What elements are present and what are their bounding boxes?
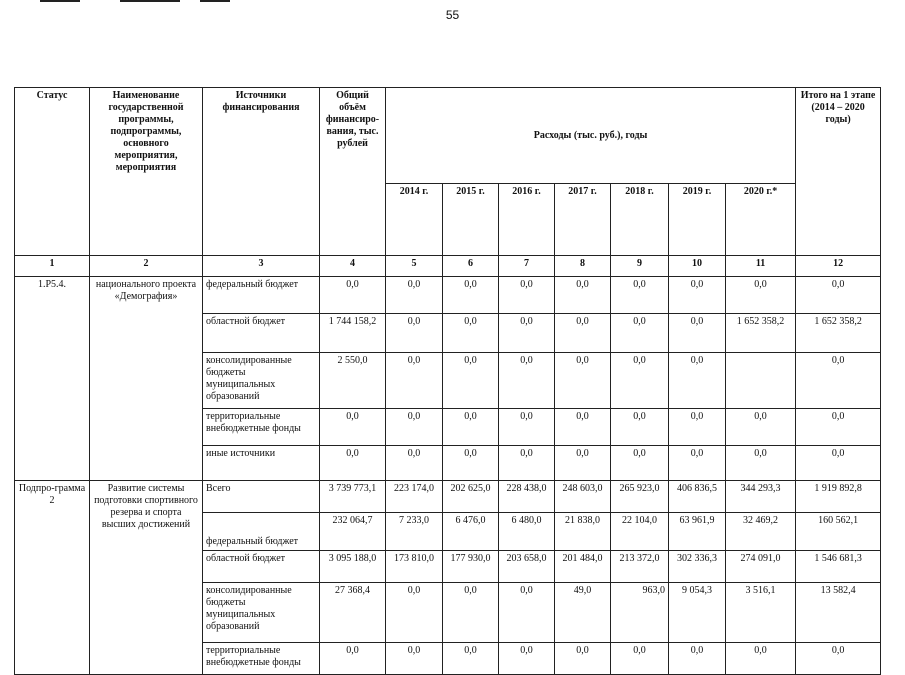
year-cell: 0,0	[443, 643, 499, 675]
source-cell: территориальные внебюджетные фонды	[203, 643, 320, 675]
year-cell: 0,0	[555, 643, 611, 675]
year-cell: 6 480,0	[499, 513, 555, 551]
column-number: 3	[203, 256, 320, 277]
header-year: 2019 г.	[669, 184, 726, 256]
total-cell: 2 550,0	[320, 353, 386, 409]
year-cell: 0,0	[499, 643, 555, 675]
header-expenses: Расходы (тыс. руб.), годы	[386, 88, 796, 184]
year-cell: 0,0	[386, 277, 443, 314]
column-number: 1	[15, 256, 90, 277]
stage-total-cell: 1 652 358,2	[796, 314, 881, 353]
year-cell: 223 174,0	[386, 481, 443, 513]
year-cell: 0,0	[443, 409, 499, 446]
stage-total-cell: 0,0	[796, 353, 881, 409]
header-sources: Источники финансирования	[203, 88, 320, 256]
total-cell: 27 368,4	[320, 583, 386, 643]
column-number: 8	[555, 256, 611, 277]
header-row	[15, 88, 881, 184]
column-number: 6	[443, 256, 499, 277]
column-number: 4	[320, 256, 386, 277]
header-year: 2015 г.	[443, 184, 499, 256]
year-cell: 0,0	[726, 446, 796, 481]
stage-total-cell: 1 919 892,8	[796, 481, 881, 513]
stage-total-cell: 160 562,1	[796, 513, 881, 551]
stage-total-cell: 0,0	[796, 409, 881, 446]
year-cell: 0,0	[611, 314, 669, 353]
year-cell: 0,0	[555, 353, 611, 409]
column-number: 12	[796, 256, 881, 277]
year-cell: 0,0	[499, 314, 555, 353]
total-cell: 232 064,7	[320, 513, 386, 551]
source-cell: территориальные внебюджетные фонды	[203, 409, 320, 446]
stage-total-cell: 1 546 681,3	[796, 551, 881, 583]
year-cell: 0,0	[669, 353, 726, 409]
year-cell: 9 054,3	[669, 583, 726, 643]
total-cell: 3 739 773,1	[320, 481, 386, 513]
header-year: 2018 г.	[611, 184, 669, 256]
year-cell: 0,0	[386, 643, 443, 675]
year-cell: 0,0	[611, 277, 669, 314]
source-cell: консолидированные бюджеты муниципальных образований	[203, 353, 320, 409]
year-cell: 49,0	[555, 583, 611, 643]
header-year: 2017 г.	[555, 184, 611, 256]
name-cell: национального проекта «Демография»	[90, 277, 203, 481]
status-cell: Подпро-грамма 2	[15, 481, 90, 675]
column-number: 5	[386, 256, 443, 277]
year-cell: 21 838,0	[555, 513, 611, 551]
year-cell: 201 484,0	[555, 551, 611, 583]
year-cell: 213 372,0	[611, 551, 669, 583]
year-cell: 6 476,0	[443, 513, 499, 551]
column-number: 2	[90, 256, 203, 277]
year-cell	[726, 353, 796, 409]
year-cell: 0,0	[386, 446, 443, 481]
year-cell: 0,0	[611, 446, 669, 481]
page-number: 55	[445, 8, 460, 22]
year-cell: 344 293,3	[726, 481, 796, 513]
year-cell: 7 233,0	[386, 513, 443, 551]
year-cell: 0,0	[669, 643, 726, 675]
year-cell: 32 469,2	[726, 513, 796, 551]
year-cell: 202 625,0	[443, 481, 499, 513]
year-cell: 406 836,5	[669, 481, 726, 513]
year-cell: 0,0	[443, 277, 499, 314]
year-cell: 0,0	[386, 409, 443, 446]
column-number: 9	[611, 256, 669, 277]
budget-table	[14, 87, 881, 675]
header-year: 2016 г.	[499, 184, 555, 256]
header-status: Статус	[15, 88, 90, 256]
year-cell: 0,0	[726, 643, 796, 675]
year-cell: 0,0	[386, 353, 443, 409]
year-cell: 203 658,0	[499, 551, 555, 583]
source-cell: федеральный бюджет	[203, 513, 320, 551]
source-cell: областной бюджет	[203, 314, 320, 353]
year-cell: 0,0	[386, 583, 443, 643]
column-number: 10	[669, 256, 726, 277]
year-cell: 0,0	[386, 314, 443, 353]
name-cell: Развитие системы подготовки спортивного резерва и спорта высших достижений	[90, 481, 203, 675]
year-cell: 0,0	[669, 446, 726, 481]
scan-artifact	[200, 0, 230, 2]
column-number: 11	[726, 256, 796, 277]
year-cell: 0,0	[499, 583, 555, 643]
stage-total-cell: 0,0	[796, 446, 881, 481]
year-cell: 0,0	[555, 277, 611, 314]
source-cell: консолидированные бюджеты муниципальных образований	[203, 583, 320, 643]
stage-total-cell: 13 582,4	[796, 583, 881, 643]
total-cell: 0,0	[320, 446, 386, 481]
year-cell: 0,0	[443, 583, 499, 643]
year-cell: 0,0	[726, 277, 796, 314]
year-cell: 0,0	[555, 446, 611, 481]
total-cell: 0,0	[320, 277, 386, 314]
source-cell: иные источники	[203, 446, 320, 481]
year-cell: 0,0	[669, 314, 726, 353]
year-cell: 248 603,0	[555, 481, 611, 513]
column-number: 7	[499, 256, 555, 277]
header-total-stage: Итого на 1 этапе (2014 – 2020 годы)	[796, 88, 881, 256]
year-cell: 0,0	[555, 409, 611, 446]
year-cell: 0,0	[499, 353, 555, 409]
header-total-volume: Общий объём финансиро-вания, тыс. рублей	[320, 88, 386, 256]
scan-artifact	[120, 0, 180, 2]
year-cell: 0,0	[443, 314, 499, 353]
year-cell: 963,0	[611, 583, 669, 643]
table-row	[15, 277, 881, 314]
table-row	[15, 481, 881, 513]
stage-total-cell: 0,0	[796, 643, 881, 675]
year-cell: 0,0	[499, 446, 555, 481]
header-name: Наименование государственной программы, подпрограммы, основного мероприятия, мероприятия	[90, 88, 203, 256]
column-number-row	[15, 256, 881, 277]
status-cell: 1.Р5.4.	[15, 277, 90, 481]
year-cell: 0,0	[611, 409, 669, 446]
header-year: 2020 г.*	[726, 184, 796, 256]
scan-artifact	[40, 0, 80, 2]
year-cell: 0,0	[499, 277, 555, 314]
year-cell: 63 961,9	[669, 513, 726, 551]
year-cell: 22 104,0	[611, 513, 669, 551]
total-cell: 0,0	[320, 643, 386, 675]
year-cell: 302 336,3	[669, 551, 726, 583]
year-cell: 173 810,0	[386, 551, 443, 583]
year-cell: 274 091,0	[726, 551, 796, 583]
header-year: 2014 г.	[386, 184, 443, 256]
year-cell: 0,0	[669, 277, 726, 314]
year-cell: 228 438,0	[499, 481, 555, 513]
total-cell: 3 095 188,0	[320, 551, 386, 583]
year-cell: 1 652 358,2	[726, 314, 796, 353]
year-cell: 0,0	[443, 446, 499, 481]
year-cell: 0,0	[499, 409, 555, 446]
year-cell: 0,0	[726, 409, 796, 446]
year-cell: 3 516,1	[726, 583, 796, 643]
year-cell: 0,0	[555, 314, 611, 353]
source-cell: областной бюджет	[203, 551, 320, 583]
year-cell: 0,0	[611, 643, 669, 675]
year-cell: 0,0	[611, 353, 669, 409]
total-cell: 0,0	[320, 409, 386, 446]
year-cell: 177 930,0	[443, 551, 499, 583]
total-cell: 1 744 158,2	[320, 314, 386, 353]
year-cell: 0,0	[443, 353, 499, 409]
source-cell: Всего	[203, 481, 320, 513]
year-cell: 265 923,0	[611, 481, 669, 513]
source-cell: федеральный бюджет	[203, 277, 320, 314]
year-cell: 0,0	[669, 409, 726, 446]
stage-total-cell: 0,0	[796, 277, 881, 314]
